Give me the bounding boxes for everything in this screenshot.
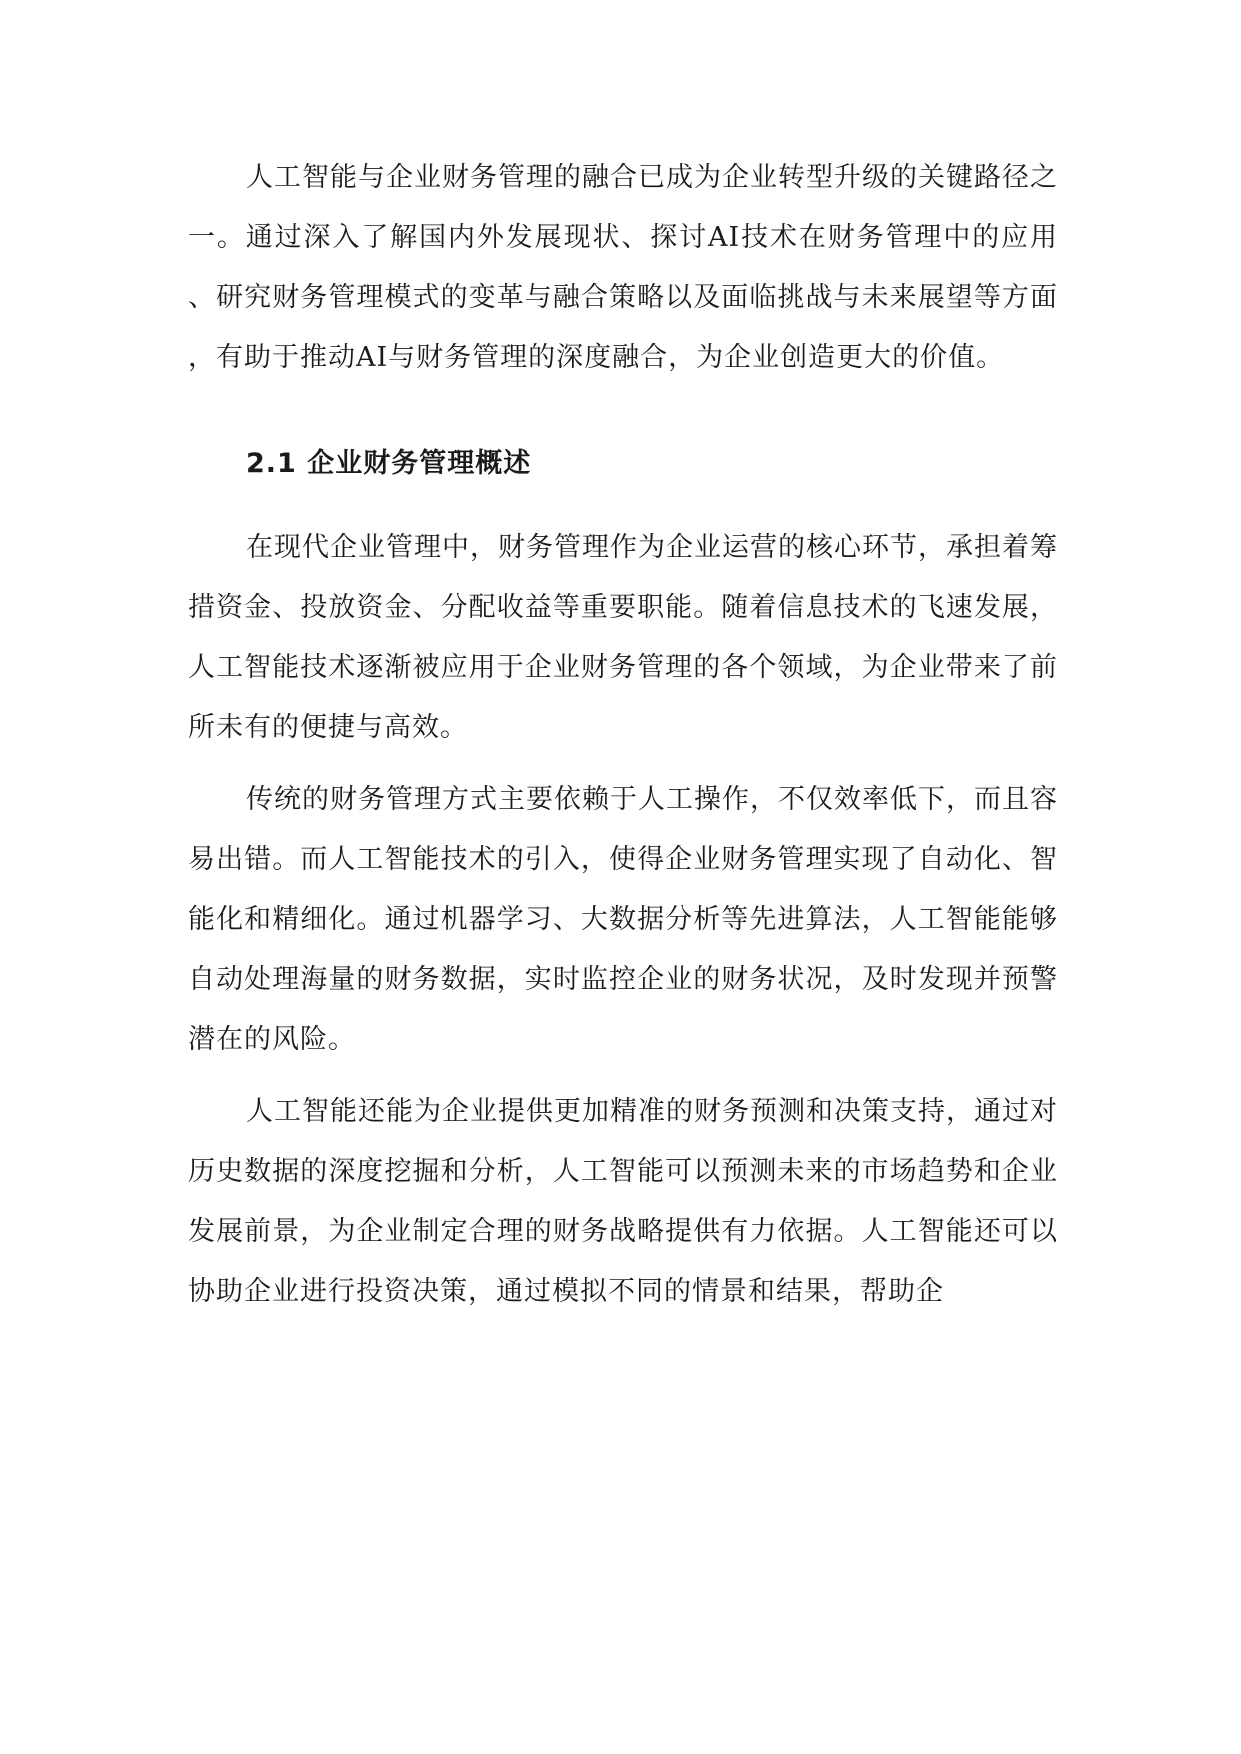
document-body xyxy=(188,148,1058,1334)
intro-paragraph: 人工智能与企业财务管理的融合已成为企业转型升级的关键路径之一。通过深入了解国内外发展现状、探讨AI技术在财务管理中的应用、研究财务管理模式的变革与融合策略以及面临挑战与未来展望等方面，有助于推动AI与财务管理的深度融合，为企业创造更大的价值。 xyxy=(188,162,1058,373)
body-paragraph: 传统的财务管理方式主要依赖于人工操作，不仅效率低下，而且容易出错。而人工智能技术的引入，使得企业财务管理实现了自动化、智能化和精细化。通过机器学习、大数据分析等先进算法，人工智能能够自动处理海量的财务数据，实时监控企业的财务状况，及时发现并预警潜在的风险。 xyxy=(188,784,1058,1055)
body-paragraph: 在现代企业管理中，财务管理作为企业运营的核心环节，承担着筹措资金、投放资金、分配收益等重要职能。随着信息技术的飞速发展，人工智能技术逐渐被应用于企业财务管理的各个领域，为企业带来了前所未有的便捷与高效。 xyxy=(188,532,1058,743)
section-heading: 2.1 企业财务管理概述 xyxy=(246,448,532,479)
body-paragraph: 人工智能还能为企业提供更加精准的财务预测和决策支持，通过对历史数据的深度挖掘和分析，人工智能可以预测未来的市场趋势和企业发展前景，为企业制定合理的财务战略提供有力依据。人工智能还可以协助企业进行投资决策，通过模拟不同的情景和结果，帮助企 xyxy=(188,1096,1058,1307)
